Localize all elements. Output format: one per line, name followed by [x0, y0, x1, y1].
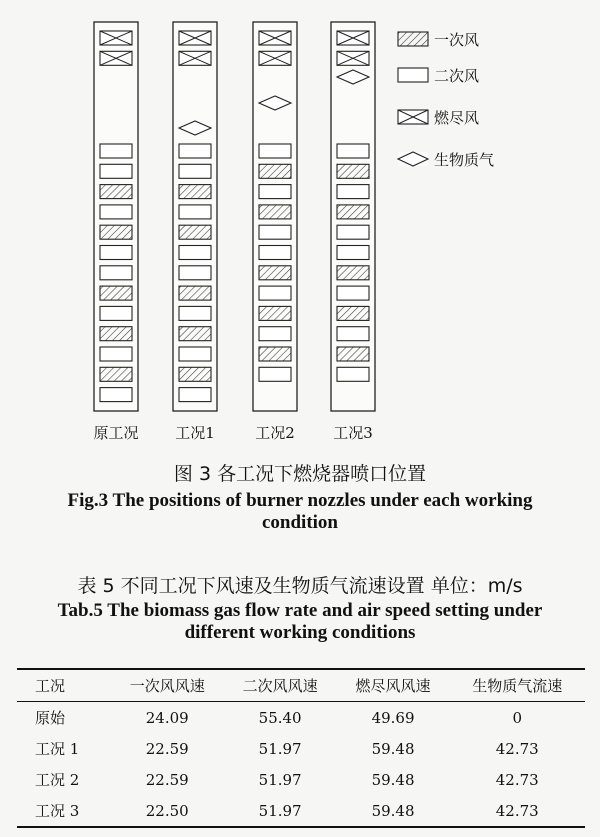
secondary-air-nozzle — [179, 144, 211, 158]
cell-biomass: 42.73 — [495, 739, 539, 758]
column-label: 工况2 — [255, 424, 295, 442]
cell-primary: 22.59 — [145, 739, 189, 758]
figure-caption-en-line1: Fig.3 The positions of burner nozzles under each working — [67, 490, 533, 511]
cell-secondary: 51.97 — [258, 801, 302, 820]
secondary-air-nozzle — [100, 144, 132, 158]
primary-air-nozzle — [259, 266, 291, 280]
figure-caption-en — [0, 490, 600, 534]
primary-air-nozzle — [259, 164, 291, 178]
secondary-air-nozzle — [337, 327, 369, 341]
secondary-air-nozzle — [179, 205, 211, 219]
cell-biomass: 42.73 — [495, 770, 539, 789]
cell-primary: 22.59 — [145, 770, 189, 789]
cell-secondary: 55.40 — [258, 708, 302, 727]
cell-burnout: 59.48 — [371, 739, 415, 758]
secondary-air-nozzle — [337, 185, 369, 199]
primary-air-nozzle — [100, 327, 132, 341]
column-label: 工况3 — [333, 424, 373, 442]
cell-burnout: 59.48 — [371, 770, 415, 789]
cell-primary: 22.50 — [145, 801, 189, 820]
table-caption-en-line2: different working conditions — [184, 622, 416, 643]
cell-biomass: 0 — [512, 708, 523, 727]
secondary-air-nozzle — [337, 286, 369, 300]
primary-air-nozzle — [398, 32, 428, 46]
table-row — [17, 702, 585, 734]
speed-settings-table — [17, 668, 585, 828]
column-label: 工况1 — [175, 424, 215, 442]
secondary-air-nozzle — [337, 367, 369, 381]
legend-label: 燃尽风 — [434, 109, 480, 127]
primary-air-nozzle — [259, 205, 291, 219]
secondary-air-nozzle — [398, 68, 428, 82]
secondary-air-nozzle — [337, 225, 369, 239]
legend-label: 一次风 — [434, 31, 480, 49]
cell-burnout: 49.69 — [371, 708, 415, 727]
table-header-row — [17, 669, 585, 702]
cell-condition: 工况 2 — [35, 771, 80, 789]
header-biomass-flow: 生物质气流速 — [472, 677, 563, 695]
secondary-air-nozzle — [259, 144, 291, 158]
secondary-air-nozzle — [100, 164, 132, 178]
header-secondary-speed: 二次风风速 — [242, 677, 318, 695]
figure-caption-zh: 图 3 各工况下燃烧器喷口位置 — [173, 463, 427, 485]
primary-air-nozzle — [100, 286, 132, 300]
primary-air-nozzle — [337, 266, 369, 280]
secondary-air-nozzle — [179, 306, 211, 320]
table-row — [17, 764, 585, 795]
column-label: 原工况 — [93, 424, 139, 442]
primary-air-nozzle — [337, 347, 369, 361]
header-condition: 工况 — [35, 677, 66, 695]
table-row — [17, 733, 585, 764]
figure-caption-en-line2: condition — [261, 512, 339, 533]
primary-air-nozzle — [337, 306, 369, 320]
secondary-air-nozzle — [100, 246, 132, 260]
header-primary-speed: 一次风风速 — [129, 677, 205, 695]
secondary-air-nozzle — [179, 246, 211, 260]
cell-condition: 工况 3 — [35, 802, 80, 820]
cell-secondary: 51.97 — [258, 770, 302, 789]
table-caption-en-line1: Tab.5 The biomass gas flow rate and air speed setting under — [57, 600, 543, 621]
primary-air-nozzle — [179, 225, 211, 239]
secondary-air-nozzle — [100, 388, 132, 402]
header-burnout-speed: 燃尽风风速 — [355, 677, 431, 695]
cell-condition: 工况 1 — [35, 740, 80, 758]
primary-air-nozzle — [337, 205, 369, 219]
primary-air-nozzle — [179, 327, 211, 341]
legend-label: 生物质气 — [434, 151, 495, 169]
secondary-air-nozzle — [259, 286, 291, 300]
secondary-air-nozzle — [259, 185, 291, 199]
cell-burnout: 59.48 — [371, 801, 415, 820]
primary-air-nozzle — [179, 185, 211, 199]
secondary-air-nozzle — [179, 388, 211, 402]
primary-air-nozzle — [100, 185, 132, 199]
primary-air-nozzle — [259, 347, 291, 361]
primary-air-nozzle — [259, 306, 291, 320]
secondary-air-nozzle — [337, 246, 369, 260]
primary-air-nozzle — [100, 225, 132, 239]
secondary-air-nozzle — [179, 347, 211, 361]
secondary-air-nozzle — [179, 164, 211, 178]
secondary-air-nozzle — [259, 246, 291, 260]
cell-primary: 24.09 — [145, 708, 189, 727]
secondary-air-nozzle — [259, 225, 291, 239]
primary-air-nozzle — [179, 367, 211, 381]
secondary-air-nozzle — [100, 266, 132, 280]
secondary-air-nozzle — [259, 367, 291, 381]
table-caption-zh: 表 5 不同工况下风速及生物质气流速设置 单位：m/s — [77, 575, 523, 597]
secondary-air-nozzle — [337, 144, 369, 158]
secondary-air-nozzle — [179, 266, 211, 280]
primary-air-nozzle — [100, 367, 132, 381]
table-caption-en — [0, 600, 600, 644]
primary-air-nozzle — [179, 286, 211, 300]
secondary-air-nozzle — [100, 347, 132, 361]
primary-air-nozzle — [337, 164, 369, 178]
secondary-air-nozzle — [259, 327, 291, 341]
secondary-air-nozzle — [100, 205, 132, 219]
cell-biomass: 42.73 — [495, 801, 539, 820]
table-row — [17, 795, 585, 827]
cell-condition: 原始 — [35, 709, 66, 727]
cell-secondary: 51.97 — [258, 739, 302, 758]
secondary-air-nozzle — [100, 306, 132, 320]
legend-label: 二次风 — [434, 67, 480, 85]
